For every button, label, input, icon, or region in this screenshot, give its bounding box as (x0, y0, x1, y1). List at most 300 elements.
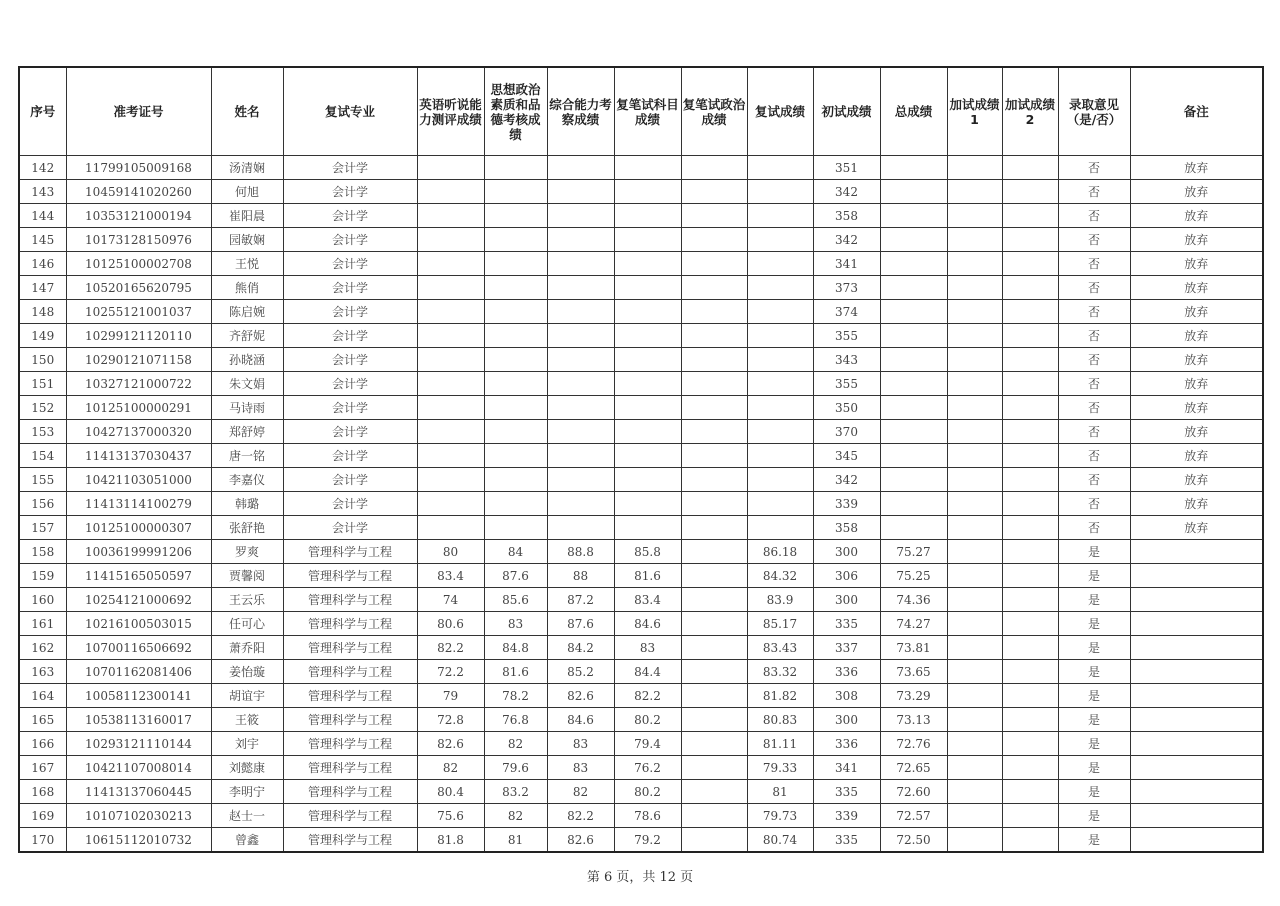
table-row (19, 732, 1263, 756)
table-cell: 罗爽 (211, 540, 283, 564)
column-header: 加试成绩1 (947, 67, 1002, 156)
table-cell: 放弃 (1130, 300, 1263, 324)
table-cell (747, 156, 813, 180)
table-cell (880, 156, 947, 180)
table-cell (947, 492, 1002, 516)
table-row (19, 684, 1263, 708)
table-cell: 339 (813, 804, 880, 828)
table-cell (1130, 564, 1263, 588)
table-cell (417, 492, 484, 516)
table-cell (1002, 492, 1058, 516)
table-cell: 否 (1058, 180, 1130, 204)
table-cell (614, 300, 681, 324)
table-cell (417, 252, 484, 276)
table-cell: 350 (813, 396, 880, 420)
table-cell: 76.8 (484, 708, 547, 732)
column-header: 英语听说能力测评成绩 (417, 67, 484, 156)
table-cell (1130, 828, 1263, 853)
table-cell: 72.8 (417, 708, 484, 732)
table-cell (1002, 564, 1058, 588)
table-cell (484, 180, 547, 204)
table-cell: 管理科学与工程 (283, 636, 417, 660)
table-cell: 10125100002708 (66, 252, 211, 276)
table-cell (747, 516, 813, 540)
table-cell: 10216100503015 (66, 612, 211, 636)
table-cell (880, 180, 947, 204)
table-cell (681, 348, 747, 372)
table-cell (1002, 300, 1058, 324)
column-header: 姓名 (211, 67, 283, 156)
table-cell: 156 (19, 492, 66, 516)
table-cell: 82 (547, 780, 614, 804)
table-cell: 82.2 (417, 636, 484, 660)
table-cell: 82.6 (547, 828, 614, 853)
table-cell: 是 (1058, 564, 1130, 588)
table-cell: 155 (19, 468, 66, 492)
table-cell (547, 372, 614, 396)
table-cell: 152 (19, 396, 66, 420)
table-cell (417, 324, 484, 348)
table-cell: 否 (1058, 468, 1130, 492)
table-cell (681, 708, 747, 732)
table-cell (880, 396, 947, 420)
table-cell (484, 252, 547, 276)
table-cell: 会计学 (283, 396, 417, 420)
table-cell: 75.6 (417, 804, 484, 828)
table-cell (681, 492, 747, 516)
table-cell: 会计学 (283, 180, 417, 204)
table-cell: 80.74 (747, 828, 813, 853)
table-cell: 83 (547, 756, 614, 780)
table-cell: 351 (813, 156, 880, 180)
table-cell: 81 (747, 780, 813, 804)
table-row (19, 180, 1263, 204)
table-cell (947, 156, 1002, 180)
table-cell (547, 324, 614, 348)
table-cell (947, 228, 1002, 252)
table-cell (947, 660, 1002, 684)
table-cell (484, 396, 547, 420)
table-cell: 会计学 (283, 252, 417, 276)
table-cell (614, 468, 681, 492)
table-cell (547, 300, 614, 324)
table-cell: 82.2 (614, 684, 681, 708)
table-cell: 会计学 (283, 348, 417, 372)
table-cell (1002, 444, 1058, 468)
table-cell (947, 780, 1002, 804)
column-header: 复试成绩 (747, 67, 813, 156)
table-cell: 79.2 (614, 828, 681, 853)
table-cell (681, 612, 747, 636)
table-cell (417, 180, 484, 204)
table-cell (614, 444, 681, 468)
table-cell (1002, 804, 1058, 828)
table-cell: 73.13 (880, 708, 947, 732)
table-row (19, 660, 1263, 684)
table-cell: 358 (813, 516, 880, 540)
table-cell: 342 (813, 180, 880, 204)
table-row (19, 468, 1263, 492)
table-cell: 83.32 (747, 660, 813, 684)
table-cell: 83.9 (747, 588, 813, 612)
table-cell (1002, 396, 1058, 420)
table-cell: 144 (19, 204, 66, 228)
table-cell: 会计学 (283, 156, 417, 180)
table-cell: 汤清娴 (211, 156, 283, 180)
table-cell (1130, 780, 1263, 804)
table-row (19, 756, 1263, 780)
table-cell: 管理科学与工程 (283, 708, 417, 732)
table-row (19, 444, 1263, 468)
table-cell: 84.6 (547, 708, 614, 732)
table-cell: 会计学 (283, 276, 417, 300)
column-header: 准考证号 (66, 67, 211, 156)
table-cell (547, 348, 614, 372)
table-cell: 79.6 (484, 756, 547, 780)
table-cell (880, 420, 947, 444)
table-cell (1002, 780, 1058, 804)
table-cell (1130, 804, 1263, 828)
table-cell (547, 492, 614, 516)
column-header: 总成绩 (880, 67, 947, 156)
table-cell: 何旭 (211, 180, 283, 204)
column-header: 复笔试科目成绩 (614, 67, 681, 156)
table-cell (547, 420, 614, 444)
table-cell: 管理科学与工程 (283, 756, 417, 780)
table-cell: 否 (1058, 156, 1130, 180)
table-cell: 150 (19, 348, 66, 372)
table-cell: 74 (417, 588, 484, 612)
table-cell: 刘懿康 (211, 756, 283, 780)
table-cell (484, 276, 547, 300)
column-header: 加试成绩2 (1002, 67, 1058, 156)
table-cell: 10058112300141 (66, 684, 211, 708)
table-cell (1002, 540, 1058, 564)
table-cell: 142 (19, 156, 66, 180)
table-cell: 会计学 (283, 300, 417, 324)
table-cell (880, 348, 947, 372)
table-cell (417, 156, 484, 180)
table-cell (1002, 708, 1058, 732)
table-cell: 是 (1058, 708, 1130, 732)
table-cell (747, 180, 813, 204)
table-cell: 85.17 (747, 612, 813, 636)
table-cell: 是 (1058, 828, 1130, 853)
table-cell (747, 276, 813, 300)
table-cell: 166 (19, 732, 66, 756)
table-cell (880, 228, 947, 252)
table-cell (547, 444, 614, 468)
table-cell: 300 (813, 588, 880, 612)
table-row (19, 708, 1263, 732)
table-cell: 341 (813, 252, 880, 276)
table-cell (547, 468, 614, 492)
table-cell (614, 396, 681, 420)
table-cell (947, 180, 1002, 204)
table-cell: 10615112010732 (66, 828, 211, 853)
table-cell: 是 (1058, 612, 1130, 636)
table-cell (947, 204, 1002, 228)
table-cell: 79.33 (747, 756, 813, 780)
table-cell: 78.2 (484, 684, 547, 708)
table-cell (681, 324, 747, 348)
table-cell: 管理科学与工程 (283, 828, 417, 853)
table-cell: 72.65 (880, 756, 947, 780)
table-cell: 75.25 (880, 564, 947, 588)
table-cell (1130, 540, 1263, 564)
table-cell: 10255121001037 (66, 300, 211, 324)
column-header: 备注 (1130, 67, 1263, 156)
table-cell (747, 492, 813, 516)
table-cell (614, 324, 681, 348)
table-row (19, 420, 1263, 444)
table-cell: 358 (813, 204, 880, 228)
table-cell: 335 (813, 780, 880, 804)
table-cell: 张舒艳 (211, 516, 283, 540)
table-cell (681, 300, 747, 324)
table-cell: 86.18 (747, 540, 813, 564)
table-row (19, 636, 1263, 660)
table-cell (1002, 660, 1058, 684)
table-cell: 管理科学与工程 (283, 564, 417, 588)
table-row (19, 612, 1263, 636)
table-cell (947, 300, 1002, 324)
table-cell: 147 (19, 276, 66, 300)
table-cell (681, 156, 747, 180)
table-cell (1002, 372, 1058, 396)
table-cell: 373 (813, 276, 880, 300)
table-cell: 放弃 (1130, 348, 1263, 372)
table-cell (1002, 684, 1058, 708)
table-cell: 170 (19, 828, 66, 853)
table-cell: 否 (1058, 276, 1130, 300)
table-cell: 韩璐 (211, 492, 283, 516)
table-cell: 339 (813, 492, 880, 516)
table-cell: 放弃 (1130, 276, 1263, 300)
table-row (19, 300, 1263, 324)
table-cell: 管理科学与工程 (283, 732, 417, 756)
table-cell: 否 (1058, 420, 1130, 444)
table-cell: 83 (547, 732, 614, 756)
table-cell (681, 732, 747, 756)
table-cell: 88.8 (547, 540, 614, 564)
table-cell (880, 276, 947, 300)
table-cell (747, 372, 813, 396)
table-cell (1130, 636, 1263, 660)
table-cell (547, 228, 614, 252)
table-cell: 80.2 (614, 708, 681, 732)
table-cell (681, 756, 747, 780)
table-row (19, 204, 1263, 228)
table-cell: 李明宁 (211, 780, 283, 804)
table-cell: 唐一铭 (211, 444, 283, 468)
table-cell (681, 564, 747, 588)
table-cell: 80.6 (417, 612, 484, 636)
column-header: 思想政治素质和品德考核成绩 (484, 67, 547, 156)
table-cell: 放弃 (1130, 324, 1263, 348)
table-cell: 342 (813, 468, 880, 492)
table-cell (484, 516, 547, 540)
table-cell: 148 (19, 300, 66, 324)
table-row (19, 780, 1263, 804)
table-cell (1002, 228, 1058, 252)
table-cell: 336 (813, 732, 880, 756)
table-cell (1002, 324, 1058, 348)
table-cell: 10538113160017 (66, 708, 211, 732)
table-cell (484, 300, 547, 324)
table-cell (484, 444, 547, 468)
table-cell: 81.82 (747, 684, 813, 708)
table-cell (614, 276, 681, 300)
table-cell (747, 468, 813, 492)
table-cell: 是 (1058, 684, 1130, 708)
table-cell (614, 180, 681, 204)
table-cell: 否 (1058, 348, 1130, 372)
column-header: 录取意见（是/否） (1058, 67, 1130, 156)
table-cell: 是 (1058, 636, 1130, 660)
table-cell: 81.6 (484, 660, 547, 684)
table-cell (1002, 732, 1058, 756)
header-row (19, 67, 1263, 156)
table-row (19, 804, 1263, 828)
table-cell (681, 372, 747, 396)
table-cell (681, 396, 747, 420)
table-cell (547, 516, 614, 540)
table-cell: 管理科学与工程 (283, 804, 417, 828)
table-cell: 姜怡璇 (211, 660, 283, 684)
table-row (19, 228, 1263, 252)
table-cell (417, 204, 484, 228)
table-cell: 10254121000692 (66, 588, 211, 612)
table-cell (747, 252, 813, 276)
table-cell: 83.2 (484, 780, 547, 804)
table-cell (1130, 708, 1263, 732)
table-cell: 355 (813, 372, 880, 396)
table-row (19, 276, 1263, 300)
table-cell: 王悦 (211, 252, 283, 276)
table-row (19, 324, 1263, 348)
table-cell: 76.2 (614, 756, 681, 780)
table-cell (1002, 828, 1058, 853)
table-cell (681, 420, 747, 444)
table-cell: 335 (813, 612, 880, 636)
table-cell: 否 (1058, 492, 1130, 516)
table-cell: 74.36 (880, 588, 947, 612)
table-cell: 84.8 (484, 636, 547, 660)
table-cell: 87.6 (484, 564, 547, 588)
table-cell: 会计学 (283, 468, 417, 492)
table-cell (484, 204, 547, 228)
table-cell: 87.6 (547, 612, 614, 636)
table-cell: 300 (813, 540, 880, 564)
table-row (19, 252, 1263, 276)
table-cell (947, 708, 1002, 732)
table-cell (880, 204, 947, 228)
table-cell: 157 (19, 516, 66, 540)
table-cell: 10293121110144 (66, 732, 211, 756)
table-cell (484, 348, 547, 372)
table-cell: 159 (19, 564, 66, 588)
table-row (19, 828, 1263, 853)
table-body (19, 156, 1263, 853)
table-cell (747, 228, 813, 252)
table-cell: 李嘉仪 (211, 468, 283, 492)
table-cell (417, 300, 484, 324)
table-cell (880, 516, 947, 540)
table-cell (1002, 588, 1058, 612)
table-cell (880, 324, 947, 348)
table-cell: 是 (1058, 588, 1130, 612)
table-cell (747, 444, 813, 468)
table-cell: 齐舒妮 (211, 324, 283, 348)
table-cell (947, 828, 1002, 853)
table-cell: 343 (813, 348, 880, 372)
table-cell: 82.2 (547, 804, 614, 828)
table-cell: 83.4 (417, 564, 484, 588)
table-cell: 马诗雨 (211, 396, 283, 420)
table-cell (484, 372, 547, 396)
table-cell: 72.50 (880, 828, 947, 853)
table-cell (417, 276, 484, 300)
table-cell: 74.27 (880, 612, 947, 636)
table-cell: 73.81 (880, 636, 947, 660)
table-cell: 164 (19, 684, 66, 708)
table-cell: 145 (19, 228, 66, 252)
table-row (19, 372, 1263, 396)
table-cell: 84 (484, 540, 547, 564)
table-cell: 169 (19, 804, 66, 828)
table-cell (747, 300, 813, 324)
table-cell (880, 492, 947, 516)
table-cell: 73.65 (880, 660, 947, 684)
table-cell: 放弃 (1130, 492, 1263, 516)
table-cell: 72.57 (880, 804, 947, 828)
table-cell (947, 372, 1002, 396)
column-header: 复试专业 (283, 67, 417, 156)
table-cell: 167 (19, 756, 66, 780)
table-cell (947, 732, 1002, 756)
table-cell: 管理科学与工程 (283, 588, 417, 612)
table-cell (1002, 420, 1058, 444)
table-cell (880, 468, 947, 492)
table-cell (417, 468, 484, 492)
table-cell (681, 684, 747, 708)
table-cell: 郑舒婷 (211, 420, 283, 444)
table-cell (614, 372, 681, 396)
table-cell: 管理科学与工程 (283, 660, 417, 684)
table-cell (417, 420, 484, 444)
table-cell: 赵士一 (211, 804, 283, 828)
table-cell: 会计学 (283, 372, 417, 396)
table-cell: 园敏娴 (211, 228, 283, 252)
table-cell: 10036199991206 (66, 540, 211, 564)
table-cell: 10107102030213 (66, 804, 211, 828)
table-cell (947, 324, 1002, 348)
table-row (19, 492, 1263, 516)
table-cell (614, 204, 681, 228)
table-cell: 刘宇 (211, 732, 283, 756)
table-cell: 160 (19, 588, 66, 612)
table-cell: 80.2 (614, 780, 681, 804)
table-cell: 10520165620795 (66, 276, 211, 300)
table-cell: 81 (484, 828, 547, 853)
table-cell (747, 204, 813, 228)
table-cell (547, 276, 614, 300)
table-cell (947, 684, 1002, 708)
table-cell (947, 348, 1002, 372)
table-row (19, 348, 1263, 372)
table-cell (1002, 156, 1058, 180)
